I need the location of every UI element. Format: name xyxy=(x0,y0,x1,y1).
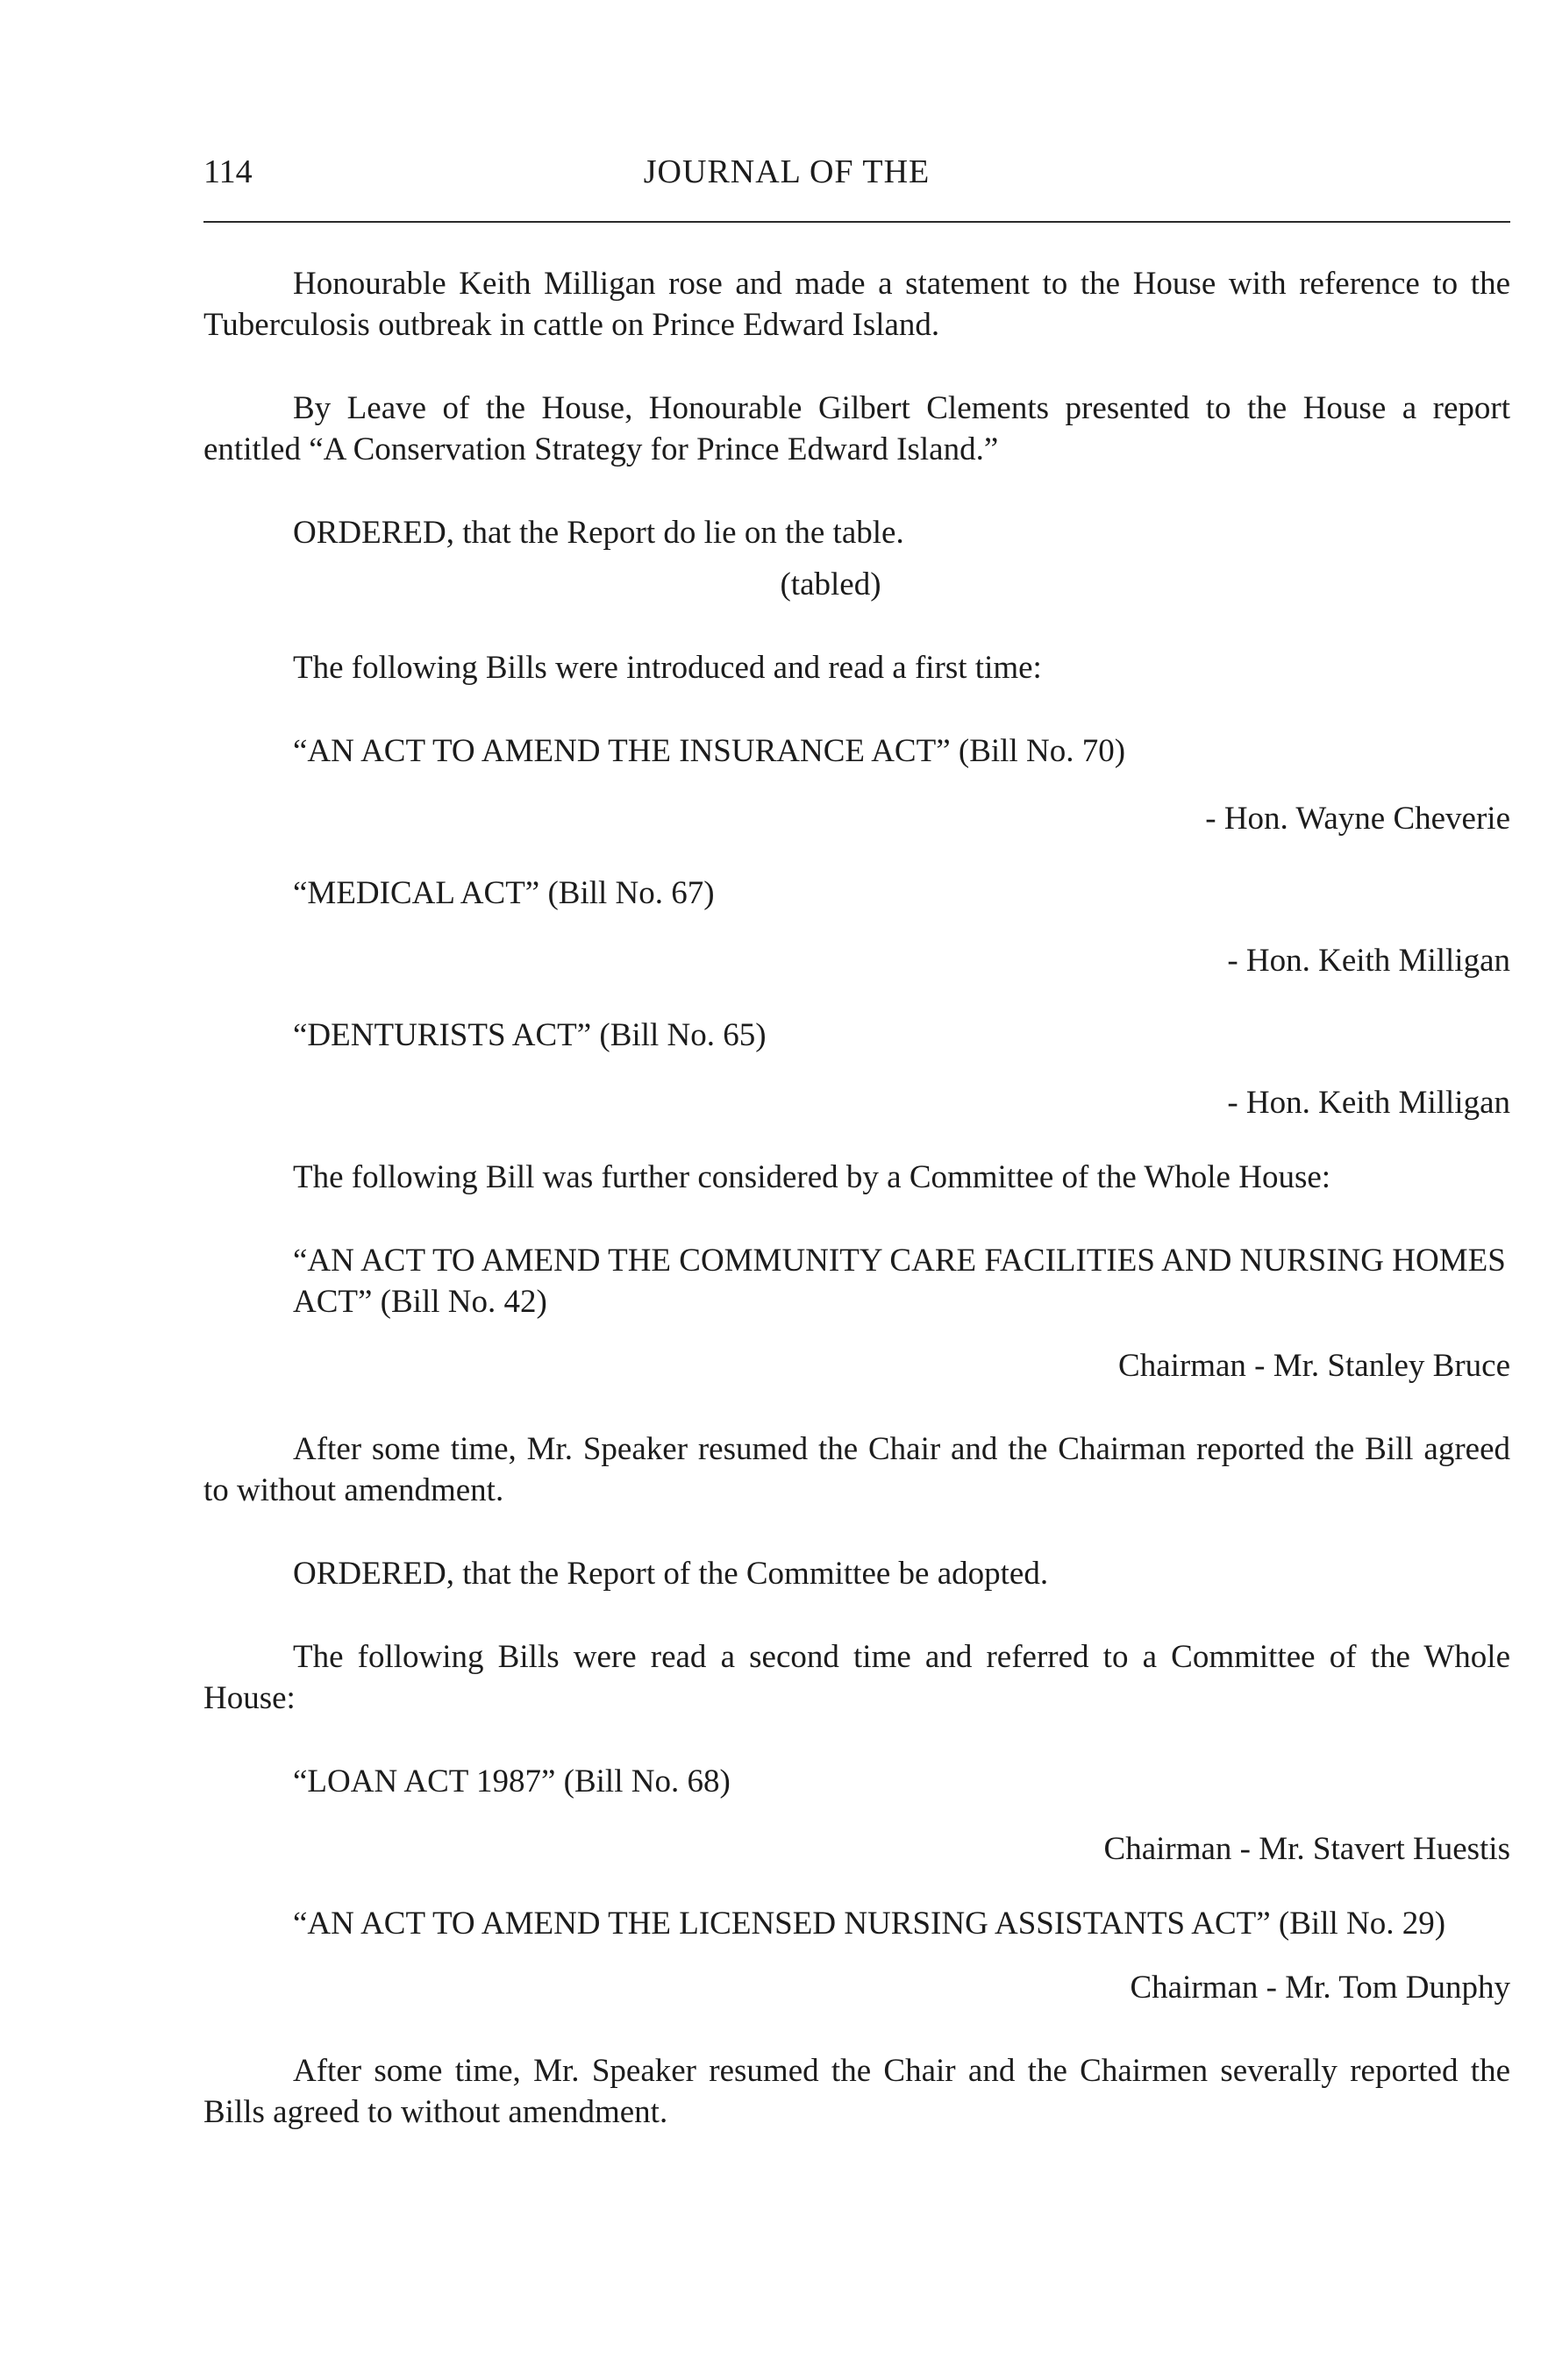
committee-intro: The following Bill was further considered by a Committee of the Whole House: xyxy=(293,1159,1331,1195)
bill-sponsor-insurance: - Hon. Wayne Cheverie xyxy=(1205,801,1510,837)
bill-chairman-community-care: Chairman - Mr. Stanley Bruce xyxy=(1118,1348,1510,1384)
page-header xyxy=(203,146,1510,198)
tabled-note: (tabled) xyxy=(780,566,881,602)
bill-chairman-nursing-assistants: Chairman - Mr. Tom Dunphy xyxy=(1130,1970,1510,2006)
chairmen-reported-paragraph: After some time, Mr. Speaker resumed the Chair and the Chairmen severally reported the Bills agreed to without amendment. xyxy=(203,2053,1510,2130)
journal-content xyxy=(203,263,1510,2133)
statement-paragraph: Honourable Keith Milligan rose and made a statement to the House with reference to the Tuberculosis outbreak in cattle on Prince Edward Island. xyxy=(203,266,1510,343)
speaker-resumed-paragraph: After some time, Mr. Speaker resumed the Chair and the Chairman reported the Bill agreed to without amendment. xyxy=(203,1431,1510,1508)
running-head: JOURNAL OF THE xyxy=(643,153,931,190)
first-reading-intro: The following Bills were introduced and read a first time: xyxy=(293,650,1042,686)
bill-chairman-loan: Chairman - Mr. Stavert Huestis xyxy=(1103,1831,1510,1867)
bill-title-medical: “MEDICAL ACT” (Bill No. 67) xyxy=(293,875,715,911)
report-presented-paragraph: By Leave of the House, Honourable Gilbert Clements presented to the House a report entitled “A Conservation Strategy for Prince Edward Island.” xyxy=(203,390,1510,467)
bill-title-insurance: “AN ACT TO AMEND THE INSURANCE ACT” (Bill No. 70) xyxy=(293,733,1126,769)
bill-title-denturists: “DENTURISTS ACT” (Bill No. 65) xyxy=(293,1017,767,1053)
ordered-lie-on-table: ORDERED, that the Report do lie on the table. xyxy=(293,515,904,551)
page-number: 114 xyxy=(203,153,253,190)
bill-title-nursing-assistants: “AN ACT TO AMEND THE LICENSED NURSING ASSISTANTS ACT” (Bill No. 29) xyxy=(293,1906,1446,1942)
ordered-report-adopted: ORDERED, that the Report of the Committee be adopted. xyxy=(293,1556,1049,1592)
bill-sponsor-medical: - Hon. Keith Milligan xyxy=(1227,943,1510,979)
bill-sponsor-denturists: - Hon. Keith Milligan xyxy=(1227,1085,1510,1121)
header-rule xyxy=(203,221,1510,223)
second-reading-intro: The following Bills were read a second time and referred to a Committee of the Whole House: xyxy=(203,1639,1510,1716)
bill-title-loan: “LOAN ACT 1987” (Bill No. 68) xyxy=(293,1764,731,1799)
bill-title-community-care: “AN ACT TO AMEND THE COMMUNITY CARE FACILITIES AND NURSING HOMES ACT” (Bill No. 42) xyxy=(293,1243,1506,1320)
